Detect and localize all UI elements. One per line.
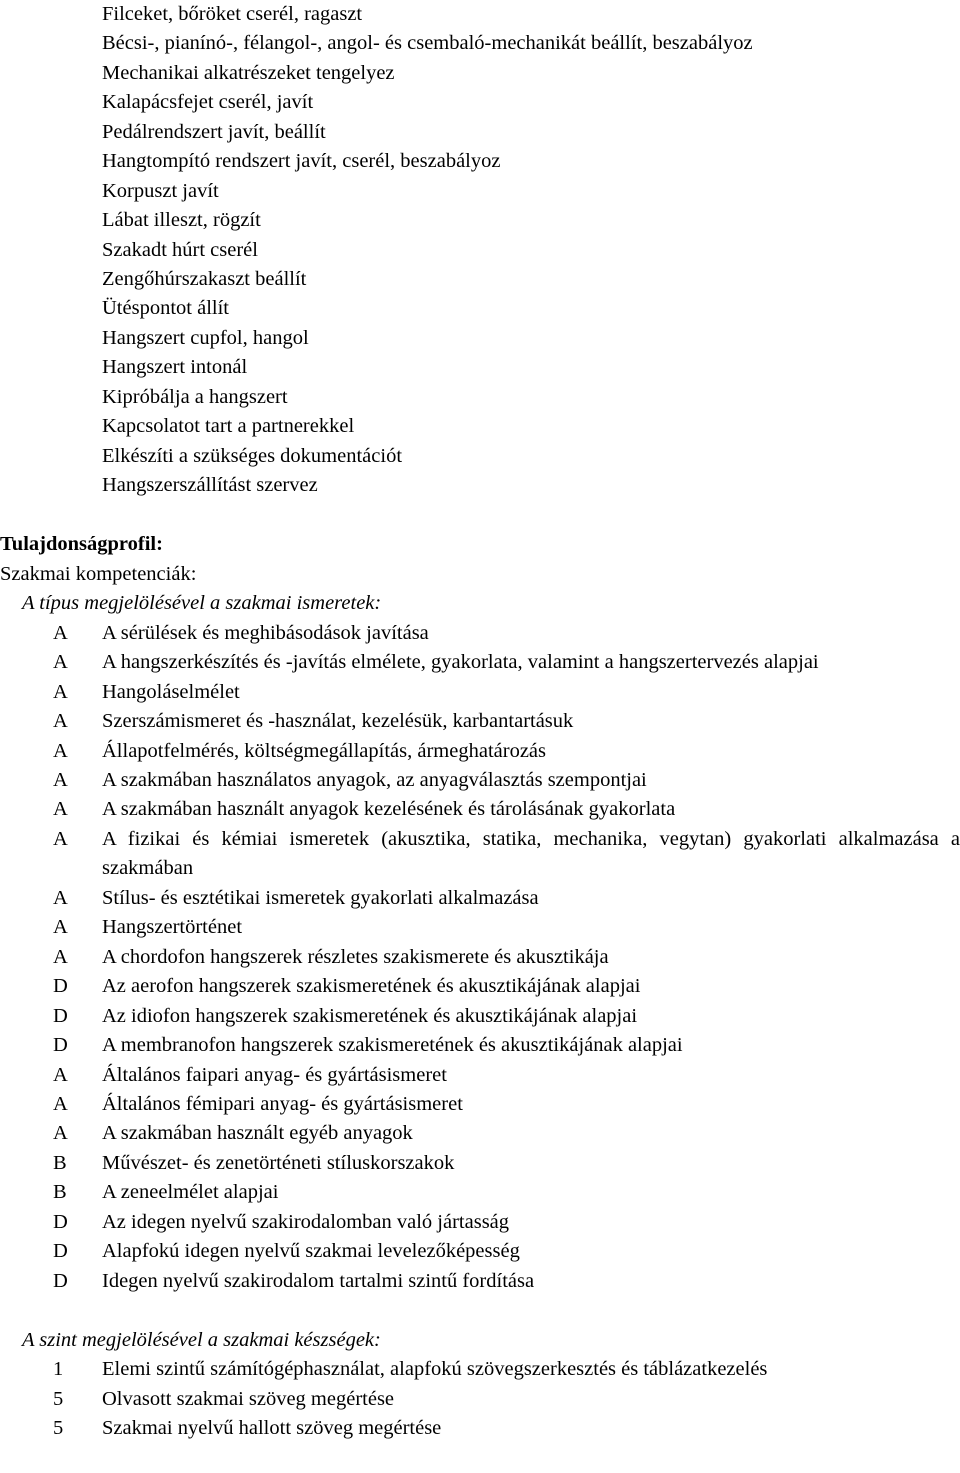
- knowledge-text: Művészet- és zenetörténeti stíluskorszakok: [102, 1151, 455, 1174]
- knowledge-list: [0, 619, 960, 1296]
- knowledge-text: A sérülések és meghibásodások javítása: [102, 621, 429, 644]
- knowledge-text: A zeneelmélet alapjai: [102, 1181, 279, 1204]
- level-label: B: [53, 1151, 67, 1174]
- knowledge-item: [0, 648, 960, 677]
- level-label: A: [53, 1093, 68, 1115]
- task-item: Hangszert intonál: [102, 356, 248, 379]
- knowledge-text: Hangszertörténet: [102, 916, 243, 939]
- knowledge-item: [0, 619, 960, 648]
- skill-item: [0, 1414, 960, 1443]
- skill-text: Szakmai nyelvű hallott szöveg megértése: [102, 1416, 442, 1439]
- task-item: Lábat illeszt, rögzít: [102, 209, 261, 232]
- level-label: A: [53, 651, 68, 674]
- level-label: A: [53, 739, 68, 762]
- skills-heading: A szint megjelölésével a szakmai készségek:: [22, 1328, 381, 1351]
- task-item: Kalapácsfejet cserél, javít: [102, 91, 314, 114]
- task-item: Hangtompító rendszert javít, cserél, beszabályoz: [102, 150, 501, 173]
- knowledge-item: [0, 1119, 960, 1148]
- knowledge-item: [0, 1149, 960, 1178]
- knowledge-item: [0, 678, 960, 707]
- spacer: [0, 1296, 960, 1325]
- knowledge-item: [0, 795, 960, 824]
- knowledge-item: [0, 737, 960, 766]
- knowledge-item: [0, 1061, 960, 1090]
- task-list: [0, 0, 960, 500]
- level-label: A: [53, 710, 68, 733]
- task-item: Bécsi-, pianínó-, félangol-, angol- és csembaló-mechanikát beállít, beszabályoz: [102, 32, 753, 55]
- knowledge-item: [0, 1237, 960, 1266]
- knowledge-item: [0, 913, 960, 942]
- level-label: A: [53, 1063, 68, 1086]
- task-item: Korpuszt javít: [102, 179, 219, 202]
- knowledge-text: Általános fémipari anyag- és gyártásismeret: [102, 1093, 463, 1115]
- knowledge-item: [0, 766, 960, 795]
- skills-list: [0, 1355, 960, 1443]
- task-item: Filceket, bőröket cserél, ragaszt: [102, 3, 363, 25]
- level-label: 1: [53, 1358, 64, 1381]
- level-label: A: [53, 945, 68, 968]
- skill-text: Elemi szintű számítógéphasználat, alapfokú szövegszerkesztés és táblázatkezelés: [102, 1358, 768, 1381]
- task-item: Kipróbálja a hangszert: [102, 385, 288, 408]
- task-item: Szakadt húrt cserél: [102, 238, 258, 261]
- level-label: D: [53, 1240, 68, 1263]
- knowledge-item: [0, 707, 960, 736]
- level-label: D: [53, 975, 68, 998]
- knowledge-text: Az aerofon hangszerek szakismeretének és akusztikájának alapjai: [102, 975, 641, 998]
- level-label: A: [53, 916, 68, 939]
- knowledge-text: Alapfokú idegen nyelvű szakmai levelezőképesség: [102, 1240, 520, 1263]
- task-item: Pedálrendszert javít, beállít: [102, 120, 326, 143]
- knowledge-heading: A típus megjelölésével a szakmai ismeretek:: [22, 592, 382, 615]
- profile-title: Tulajdonságprofil:: [0, 533, 163, 556]
- knowledge-item: [0, 972, 960, 1001]
- knowledge-text: Általános faipari anyag- és gyártásismeret: [102, 1063, 447, 1086]
- task-item: Zengőhúrszakaszt beállít: [102, 267, 307, 290]
- level-label: A: [53, 1122, 68, 1145]
- knowledge-text: A szakmában használatos anyagok, az anyagválasztás szempontjai: [102, 769, 647, 792]
- level-label: A: [53, 680, 68, 703]
- skill-item: [0, 1355, 960, 1384]
- level-label: A: [53, 621, 68, 644]
- knowledge-item: [0, 943, 960, 972]
- knowledge-text: Idegen nyelvű szakirodalom tartalmi szintű fordítása: [102, 1269, 535, 1292]
- level-label: A: [53, 769, 68, 792]
- task-item: Ütéspontot állít: [102, 297, 229, 320]
- profile-subtitle: Szakmai kompetenciák:: [0, 562, 197, 585]
- knowledge-item: [0, 1267, 960, 1296]
- knowledge-text: A fizikai és kémiai ismeretek (akusztika, statika, mechanika, vegytan) gyakorlati alkalmazása a szakmában: [102, 827, 960, 880]
- level-label: D: [53, 1269, 68, 1292]
- level-label: A: [53, 798, 68, 821]
- level-label: D: [53, 1210, 68, 1233]
- level-label: D: [53, 1004, 68, 1027]
- knowledge-text: A hangszerkészítés és -javítás elmélete, gyakorlata, valamint a hangszertervezés alapjai: [102, 651, 819, 674]
- knowledge-text: Állapotfelmérés, költségmegállapítás, ármeghatározás: [102, 739, 546, 762]
- knowledge-text: A chordofon hangszerek részletes szakismerete és akusztikája: [102, 945, 609, 968]
- knowledge-item: [0, 825, 960, 884]
- knowledge-item: [0, 1090, 960, 1119]
- knowledge-item: [0, 1178, 960, 1207]
- knowledge-text: A szakmában használt anyagok kezelésének és tárolásának gyakorlata: [102, 798, 676, 821]
- knowledge-text: Az idegen nyelvű szakirodalomban való jártasság: [102, 1210, 510, 1233]
- task-item: Elkészíti a szükséges dokumentációt: [102, 444, 403, 467]
- knowledge-text: A szakmában használt egyéb anyagok: [102, 1122, 413, 1145]
- skill-item: [0, 1385, 960, 1414]
- knowledge-text: Stílus- és esztétikai ismeretek gyakorlati alkalmazása: [102, 886, 539, 909]
- level-label: A: [53, 886, 68, 909]
- knowledge-item: [0, 884, 960, 913]
- level-label: D: [53, 1034, 68, 1057]
- knowledge-text: Szerszámismeret és -használat, kezelésük, karbantartásuk: [102, 710, 574, 733]
- skill-text: Olvasott szakmai szöveg megértése: [102, 1387, 395, 1410]
- knowledge-item: [0, 1031, 960, 1060]
- task-item: Hangszert cupfol, hangol: [102, 326, 309, 349]
- knowledge-text: Hangoláselmélet: [102, 680, 240, 703]
- knowledge-item: [0, 1208, 960, 1237]
- knowledge-text: A membranofon hangszerek szakismeretének és akusztikájának alapjai: [102, 1034, 683, 1057]
- task-item: Hangszerszállítást szervez: [102, 474, 318, 496]
- level-label: 5: [53, 1416, 64, 1439]
- level-label: 5: [53, 1387, 64, 1410]
- knowledge-text: Az idiofon hangszerek szakismeretének és akusztikájának alapjai: [102, 1004, 638, 1027]
- level-label: A: [53, 827, 68, 850]
- level-label: B: [53, 1181, 67, 1204]
- task-item: Kapcsolatot tart a partnerekkel: [102, 415, 355, 438]
- task-item: Mechanikai alkatrészeket tengelyez: [102, 61, 395, 84]
- knowledge-item: [0, 1002, 960, 1031]
